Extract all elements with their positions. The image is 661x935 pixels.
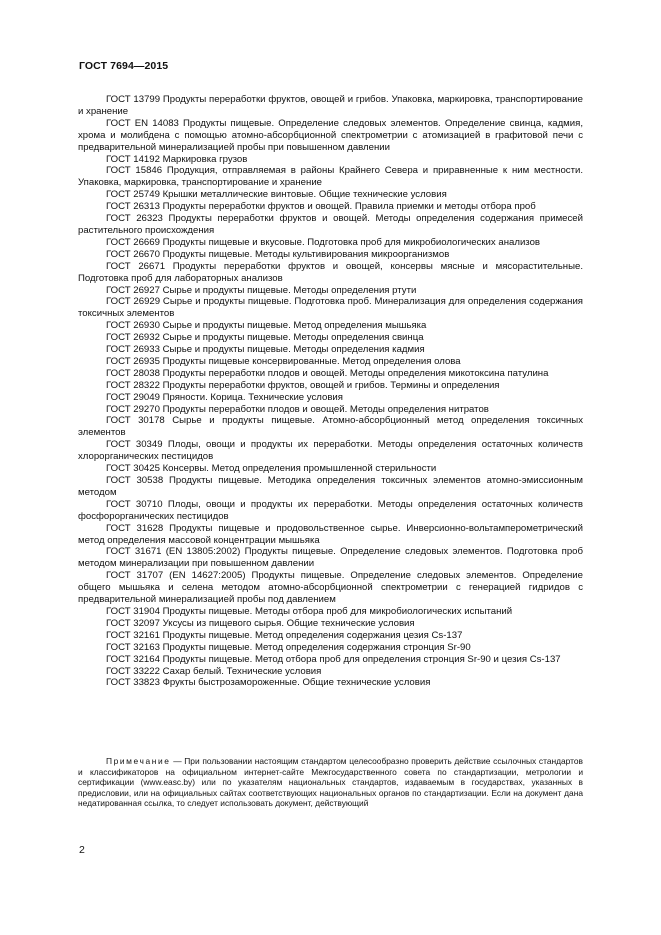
- reference-entry: ГОСТ 32161 Продукты пищевые. Метод определения содержания цезия Cs-137: [106, 629, 463, 641]
- reference-entry: ГОСТ 30425 Консервы. Метод определения промышленной стерильности: [106, 463, 437, 475]
- reference-entry: ГОСТ 31628 Продукты пищевые и продовольственное сырье. Инверсионно-вольтамперометрический метод определения массовой концентрации мышьяка: [78, 522, 583, 546]
- note-label: Примечание: [106, 756, 171, 766]
- reference-entry: ГОСТ 32164 Продукты пищевые. Метод отбора проб для определения стронция Sr-90 и цезия Cs-137: [106, 653, 561, 665]
- normative-references-list: [78, 94, 583, 689]
- reference-entry: ГОСТ 26935 Продукты пищевые консервированные. Метод определения олова: [106, 355, 461, 367]
- reference-entry: ГОСТ 32163 Продукты пищевые. Метод определения содержания стронция Sr-90: [106, 641, 471, 653]
- reference-entry: ГОСТ 26671 Продукты переработки фруктов и овощей, консервы мясные и мясорастительные. Подготовка проб для лабораторных анализов: [78, 260, 583, 284]
- reference-entry: ГОСТ 33823 Фрукты быстрозамороженные. Общие технические условия: [106, 677, 431, 689]
- document-header: ГОСТ 7694—2015: [79, 60, 169, 72]
- reference-entry: ГОСТ 29049 Пряности. Корица. Технические условия: [106, 391, 343, 403]
- note-text: — При пользовании настоящим стандартом целесообразно проверить действие ссылочных стандартов и классификаторов на официальном интернет-сайте Межгосударственного совета по стандартизации, метрологии и сертификации (www.easc.by) или по указателям национальных стандартов, издаваемым в государствах, указанных в предисловии, или на официальных сайтах соответствующих национальных органов по стандартизации. Если на документ дана недатированная ссылка, то следует использовать документ, действующий: [78, 756, 583, 809]
- reference-entry: ГОСТ 31904 Продукты пищевые. Методы отбора проб для микробиологических испытаний: [106, 605, 513, 617]
- reference-entry: ГОСТ 28322 Продукты переработки фруктов, овощей и грибов. Термины и определения: [106, 379, 500, 391]
- reference-entry: ГОСТ 26929 Сырье и продукты пищевые. Подготовка проб. Минерализация для определения содержания токсичных элементов: [78, 296, 583, 320]
- reference-entry: ГОСТ 31671 (EN 13805:2002) Продукты пищевые. Определение следовых элементов. Подготовка проб методом минерализации при повышенном давлении: [78, 546, 583, 570]
- reference-entry: ГОСТ 25749 Крышки металлические винтовые. Общие технические условия: [106, 189, 447, 201]
- reference-entry: ГОСТ 26669 Продукты пищевые и вкусовые. Подготовка проб для микробиологических анализов: [106, 236, 541, 248]
- reference-entry: ГОСТ 26933 Сырье и продукты пищевые. Методы определения кадмия: [106, 344, 425, 356]
- reference-entry: ГОСТ 26313 Продукты переработки фруктов и овощей. Правила приемки и методы отбора проб: [106, 201, 536, 213]
- reference-entry: ГОСТ 26927 Сырье и продукты пищевые. Методы определения ртути: [106, 284, 417, 296]
- reference-entry: ГОСТ 26932 Сырье и продукты пищевые. Методы определения свинца: [106, 332, 424, 344]
- reference-entry: ГОСТ 30178 Сырье и продукты пищевые. Атомно-абсорбционный метод определения токсичных элементов: [78, 415, 583, 439]
- reference-entry: ГОСТ 31707 (EN 14627:2005) Продукты пищевые. Определение следовых элементов. Определение общего мышьяка и селена методом атомно-абсорбционной спектрометрии с генерацией гидридов с предварительной минерализацией пробы под давлением: [78, 570, 583, 606]
- reference-entry: ГОСТ 26930 Сырье и продукты пищевые. Метод определения мышьяка: [106, 320, 427, 332]
- reference-entry: ГОСТ 14192 Маркировка грузов: [106, 153, 248, 165]
- reference-entry: ГОСТ 30349 Плоды, овощи и продукты их переработки. Методы определения остаточных количеств хлорорганических пестицидов: [78, 439, 583, 463]
- page-number: 2: [79, 844, 85, 856]
- reference-entry: ГОСТ 26670 Продукты пищевые. Методы культивирования микроорганизмов: [106, 248, 450, 260]
- reference-entry: ГОСТ 29270 Продукты переработки плодов и овощей. Методы определения нитратов: [106, 403, 489, 415]
- reference-entry: ГОСТ 13799 Продукты переработки фруктов, овощей и грибов. Упаковка, маркировка, транспортирование и хранение: [78, 94, 583, 117]
- reference-entry: ГОСТ 26323 Продукты переработки фруктов и овощей. Методы определения содержания примесей растительного происхождения: [78, 213, 583, 236]
- reference-entry: ГОСТ 30538 Продукты пищевые. Методика определения токсичных элементов атомно-эмиссионным методом: [78, 475, 583, 498]
- reference-entry: ГОСТ 28038 Продукты переработки плодов и овощей. Методы определения микотоксина патулина: [106, 367, 549, 379]
- reference-entry: ГОСТ 32097 Уксусы из пищевого сырья. Общие технические условия: [106, 617, 415, 629]
- note-paragraph: [78, 756, 583, 809]
- reference-entry: ГОСТ 15846 Продукция, отправляемая в районы Крайнего Севера и приравненные к ним местности. Упаковка, маркировка, транспортирование и хранение: [78, 165, 583, 189]
- reference-entry: ГОСТ EN 14083 Продукты пищевые. Определение следовых элементов. Определение свинца, кадмия, хрома и молибдена с помощью атомно-абсорбционной спектрометрии с атомизацией в графитовой печи с предварительной минерализацией пробы при повышенном давлении: [78, 117, 583, 153]
- reference-entry: ГОСТ 33222 Сахар белый. Технические условия: [106, 665, 322, 677]
- reference-entry: ГОСТ 30710 Плоды, овощи и продукты их переработки. Методы определения остаточных количеств фосфорорганических пестицидов: [78, 498, 583, 522]
